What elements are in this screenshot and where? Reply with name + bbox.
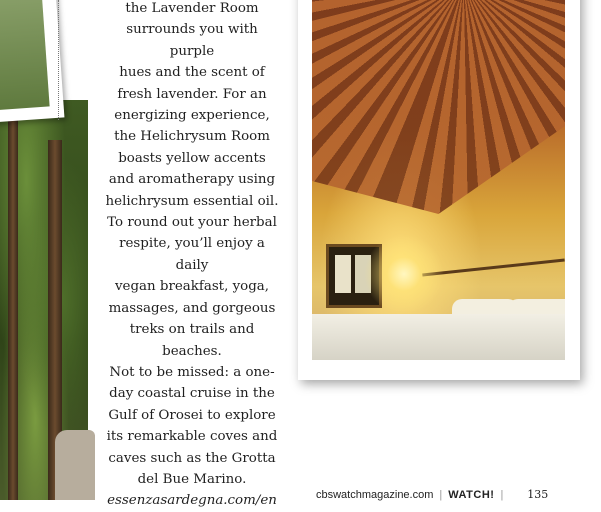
- article-line: respite, you’ll enjoy a daily: [119, 236, 265, 273]
- article-line: treks on trails and beaches.: [129, 322, 255, 359]
- article-text: [104, 0, 280, 512]
- lamp-glow: [364, 234, 444, 314]
- footer-section: WATCH!: [448, 489, 495, 501]
- footer-site: cbswatchmagazine.com: [316, 489, 434, 501]
- article-line: To round out your herbal: [107, 215, 277, 231]
- article-line: helichrysum essential oil.: [105, 193, 279, 209]
- thatched-ceiling: [312, 0, 565, 214]
- article-line: boasts yellow accents: [118, 150, 266, 166]
- dotted-divider: [58, 0, 59, 120]
- article-line: its remarkable coves and: [106, 429, 278, 445]
- article-line: hues and the scent of: [119, 65, 265, 81]
- article-line: vegan breakfast, yoga,: [114, 279, 270, 295]
- article-line: the Helichrysum Room: [114, 129, 270, 145]
- rock: [55, 430, 95, 500]
- article-url-link[interactable]: essenzasardegna.com/en: [107, 493, 277, 509]
- article-line: del Bue Marino.: [137, 471, 247, 487]
- footer-separator: |: [500, 489, 504, 501]
- article-line: fresh lavender. For an: [117, 86, 267, 102]
- article-line: Not to be missed: a one-: [109, 364, 275, 380]
- article-line: caves such as the Grotta: [108, 450, 276, 466]
- top-left-photo: [0, 0, 64, 122]
- article-line: and aromatherapy using: [108, 172, 276, 188]
- footer-separator: |: [439, 489, 443, 501]
- article-line: the Lavender Room: [125, 1, 259, 16]
- bed: [312, 314, 565, 360]
- page-number: 135: [527, 488, 549, 501]
- room-photo: [312, 0, 565, 360]
- article-line: surrounds you with purple: [126, 22, 258, 59]
- article-line: massages, and gorgeous: [108, 300, 276, 316]
- top-left-photo-image: [0, 0, 50, 110]
- forest-photo: [0, 100, 88, 500]
- article-line: energizing experience,: [114, 108, 270, 124]
- tree-trunk: [8, 100, 18, 500]
- room-photo-frame: [298, 0, 580, 380]
- article-line: day coastal cruise in the: [109, 386, 275, 402]
- article-line: Gulf of Orosei to explore: [108, 407, 276, 423]
